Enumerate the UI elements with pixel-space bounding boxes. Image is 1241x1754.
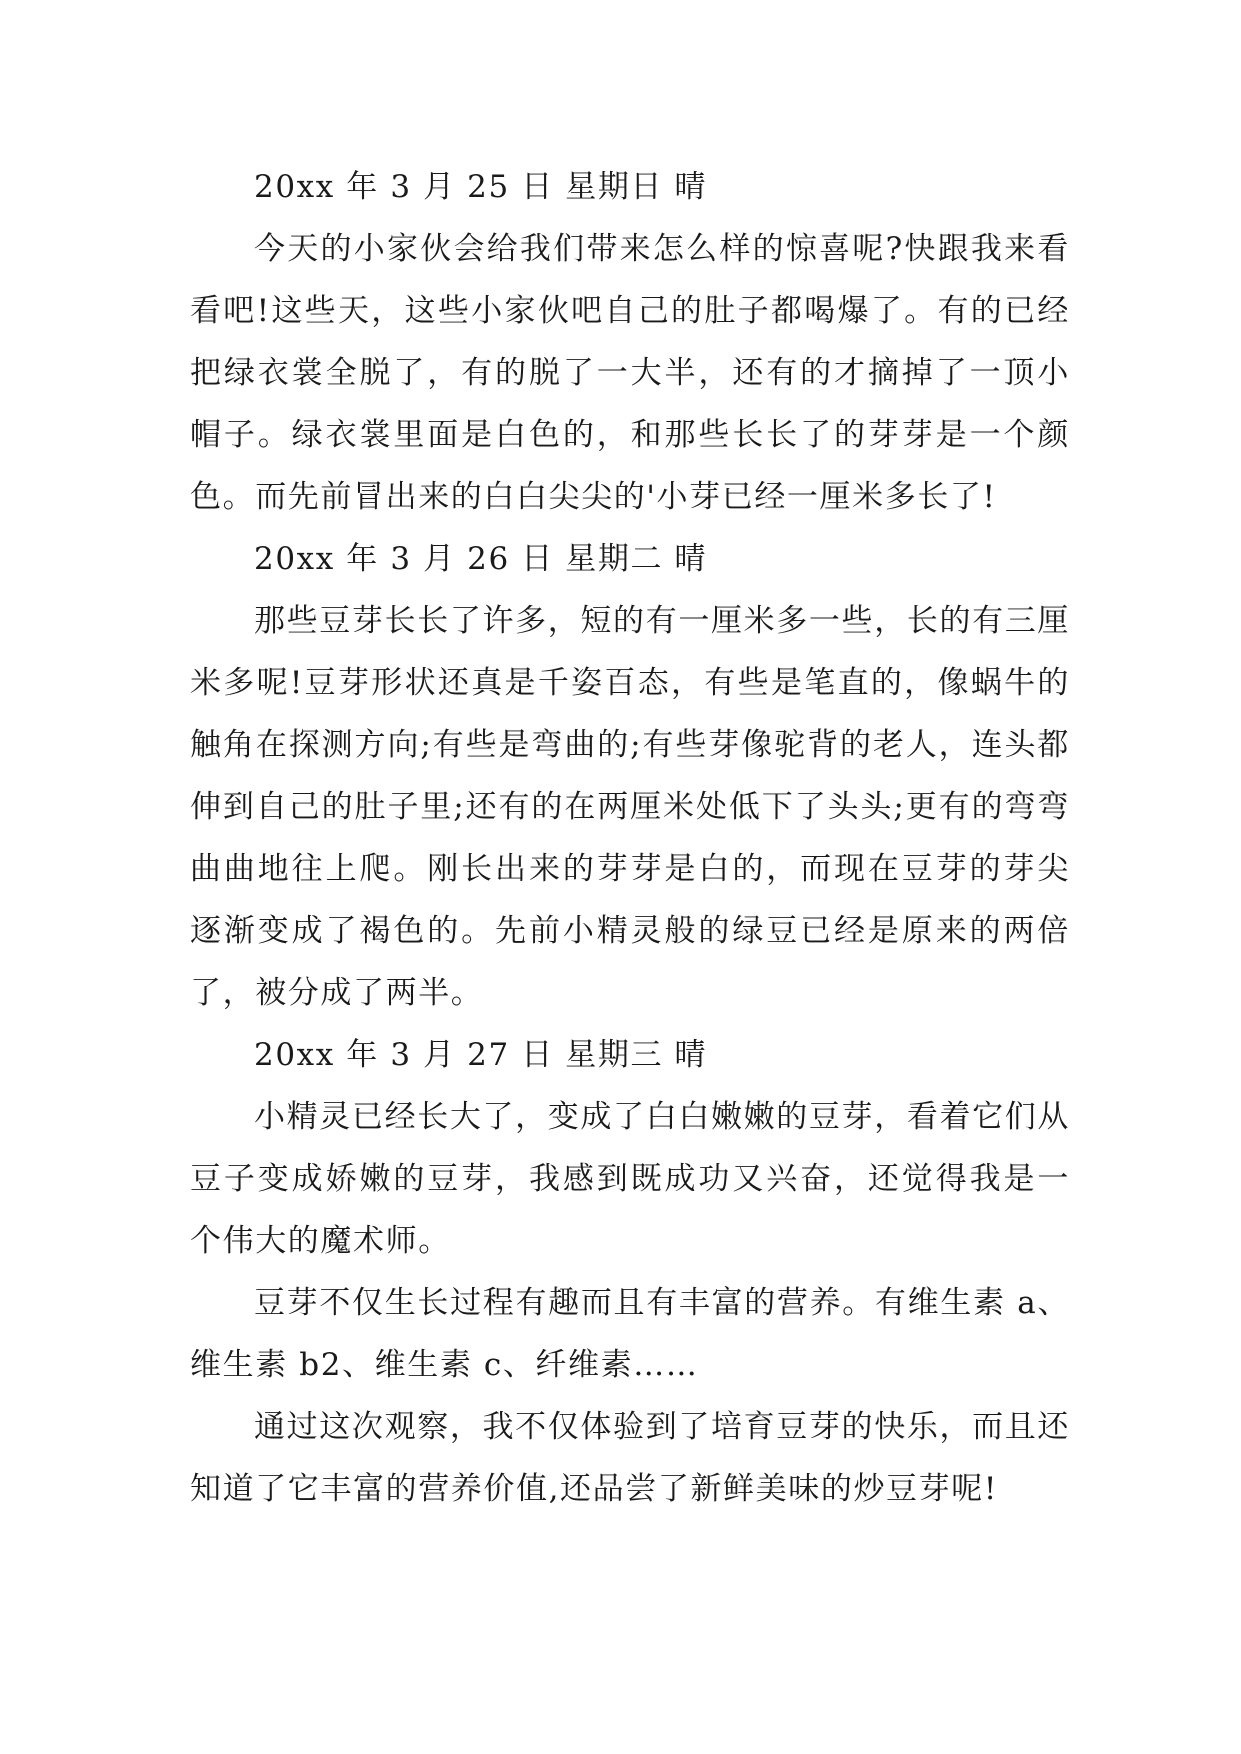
entry-3-paragraph-2: 豆芽不仅生长过程有趣而且有丰富的营养。有维生素 a、维生素 b2、维生素 c、纤维素…… <box>190 1285 1070 1383</box>
entry-1-paragraph-1: 今天的小家伙会给我们带来怎么样的惊喜呢?快跟我来看看吧!这些天，这些小家伙吧自己的肚子都喝爆了。有的已经把绿衣裳全脱了，有的脱了一大半，还有的才摘掉了一顶小帽子。绿衣裳里面是白色的，和那些长长了的芽芽是一个颜色。而先前冒出来的白白尖尖的'小芽已经一厘米多长了! <box>190 231 1070 515</box>
entry-date-1: 20xx 年 3 月 25 日 星期日 晴 <box>254 169 708 205</box>
entry-3-paragraph-3: 通过这次观察，我不仅体验到了培育豆芽的快乐，而且还知道了它丰富的营养价值,还品尝了新鲜美味的炒豆芽呢! <box>190 1409 1070 1507</box>
entry-3-paragraph-1: 小精灵已经长大了，变成了白白嫩嫩的豆芽，看着它们从豆子变成娇嫩的豆芽，我感到既成功又兴奋，还觉得我是一个伟大的魔术师。 <box>190 1099 1070 1259</box>
entry-date-3: 20xx 年 3 月 27 日 星期三 晴 <box>254 1037 708 1073</box>
document-body <box>190 156 1070 1520</box>
entry-date-2: 20xx 年 3 月 26 日 星期二 晴 <box>254 541 708 577</box>
entry-2-paragraph-1: 那些豆芽长长了许多，短的有一厘米多一些，长的有三厘米多呢!豆芽形状还真是千姿百态，有些是笔直的，像蜗牛的触角在探测方向;有些是弯曲的;有些芽像驼背的老人，连头都伸到自己的肚子里;还有的在两厘米处低下了头头;更有的弯弯曲曲地往上爬。刚长出来的芽芽是白的，而现在豆芽的芽尖逐渐变成了褐色的。先前小精灵般的绿豆已经是原来的两倍了，被分成了两半。 <box>190 603 1070 1011</box>
